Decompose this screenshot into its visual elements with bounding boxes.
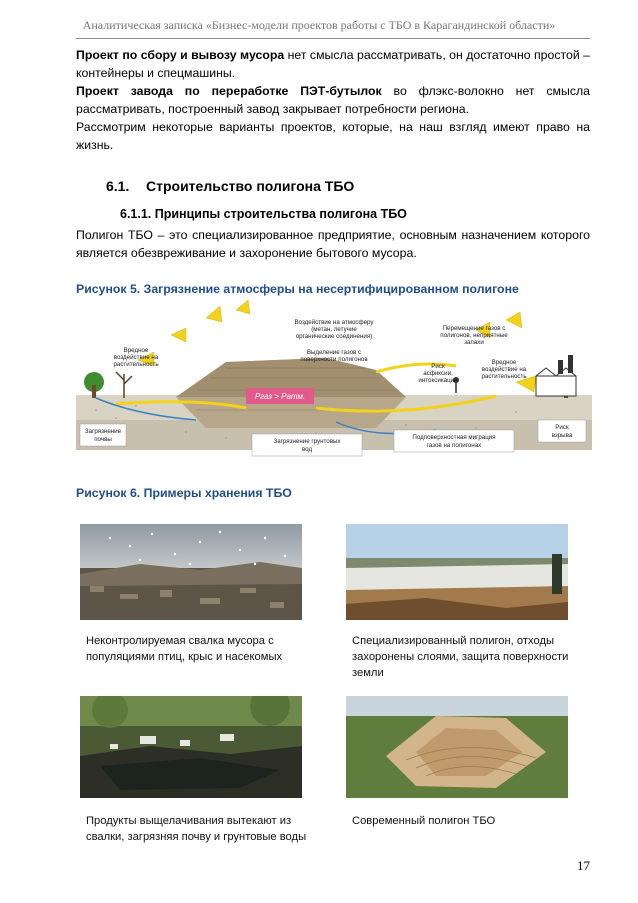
- photo1-caption-line2: популяциями птиц, крыс и насекомых: [86, 651, 283, 663]
- photo2-caption-line3: земли: [352, 667, 384, 679]
- label-plantr2: воздействие на: [481, 366, 527, 373]
- photo2-caption-line1: Специализированный полигон, отходы: [352, 635, 555, 647]
- subsection-heading: 6.1.1. Принципы строительства полигона ТБО: [120, 207, 407, 221]
- photo2-caption-line2: захоронены слоями, защита поверхности: [352, 651, 569, 663]
- photo-modern-landfill: [346, 696, 568, 798]
- figure5-caption: Рисунок 5. Загрязнение атмосферы на несертифицированном полигоне: [76, 282, 519, 296]
- label-ground1: Загрязнение грунтовых: [273, 438, 341, 445]
- photo3-caption: [86, 813, 306, 845]
- intro-p2-rest: во флэкс-волокно нет смысла рассматривать, построенный завод закрывает потребности региона.: [76, 84, 591, 116]
- label-gas2: поверхности полигонов: [300, 356, 368, 363]
- label-move3: запахи: [464, 339, 484, 346]
- label-plant3: растительность: [113, 361, 159, 368]
- label-gas1: Выделение газов с: [306, 349, 362, 356]
- label-risk3: интоксикации: [418, 377, 458, 384]
- label-expl1: Риск: [555, 424, 569, 431]
- photo2-caption: [352, 633, 568, 681]
- body-paragraph: Полигон ТБО – это специализированное предприятие, основным назначением которого является обезвреживание и захоронение бытового мусора.: [76, 228, 590, 260]
- header-rule: [76, 38, 590, 39]
- label-plantr3: растительность: [481, 373, 527, 380]
- running-header: Аналитическая записка «Бизнес-модели проектов работы с ТБО в Карагандинской области»: [82, 18, 556, 32]
- photo-specialized-landfill: [346, 524, 568, 620]
- label-plant1: Вредное: [123, 347, 149, 354]
- intro-paragraph-2: [76, 82, 590, 118]
- intro-p2-bold: Проект завода по переработке ПЭТ-бутылок: [76, 84, 382, 98]
- label-soil1: Загрязнение: [84, 428, 122, 435]
- photo1-caption-line1: Неконтролируемая свалка мусора с: [86, 635, 274, 647]
- label-atmo1: Воздействие на атмосферу: [294, 319, 374, 326]
- label-risk2: асфиксии,: [423, 370, 453, 377]
- label-atmo3: органические соединения): [295, 333, 373, 340]
- label-ground2: вод: [301, 446, 313, 453]
- label-move2: полигонов, неприятные: [440, 332, 508, 339]
- label-soil2: почвы: [94, 436, 112, 443]
- label-plant2: воздействие на: [113, 354, 159, 361]
- section-title: Строительство полигона ТБО: [146, 178, 355, 194]
- page-number: 17: [577, 858, 590, 873]
- photo4-caption: [352, 813, 495, 829]
- label-plantr1: Вредное: [491, 359, 517, 366]
- label-move1: Перемещение газов с: [442, 325, 506, 332]
- photo4-caption-line1: Современный полигон ТБО: [352, 815, 496, 827]
- label-migr2: газов на полигонах: [426, 442, 482, 449]
- pressure-formula: Pгаз > Pатм.: [254, 392, 306, 401]
- label-migr1: Подповерхностная миграция: [412, 434, 496, 441]
- figure5-diagram: [76, 300, 592, 465]
- label-risk1: Риск: [431, 363, 445, 370]
- label-atmo2: (метан, летучие: [311, 326, 357, 333]
- photo-leachate: [80, 696, 302, 798]
- intro-paragraph-3: Рассмотрим некоторые варианты проектов, которые, на наш взгляд имеют право на жизнь.: [76, 120, 590, 152]
- figure6-caption: Рисунок 6. Примеры хранения ТБО: [76, 486, 292, 500]
- photo-uncontrolled-dump: [80, 524, 302, 620]
- section-heading: [106, 178, 354, 194]
- section-number: 6.1.: [106, 178, 130, 194]
- photo1-caption: [86, 633, 282, 665]
- photo3-caption-line1: Продукты выщелачивания вытекают из: [86, 815, 292, 827]
- intro-p1-bold: Проект по сбору и вывозу мусора: [76, 48, 285, 62]
- photo3-caption-line2: свалки, загрязняя почву и грунтовые воды: [86, 831, 307, 843]
- intro-p1-rest: нет смысла рассматривать, он достаточно простой – контейнеры и спецмашины.: [76, 48, 590, 80]
- label-expl2: взрыва: [551, 432, 573, 439]
- intro-paragraph-1: [76, 46, 590, 82]
